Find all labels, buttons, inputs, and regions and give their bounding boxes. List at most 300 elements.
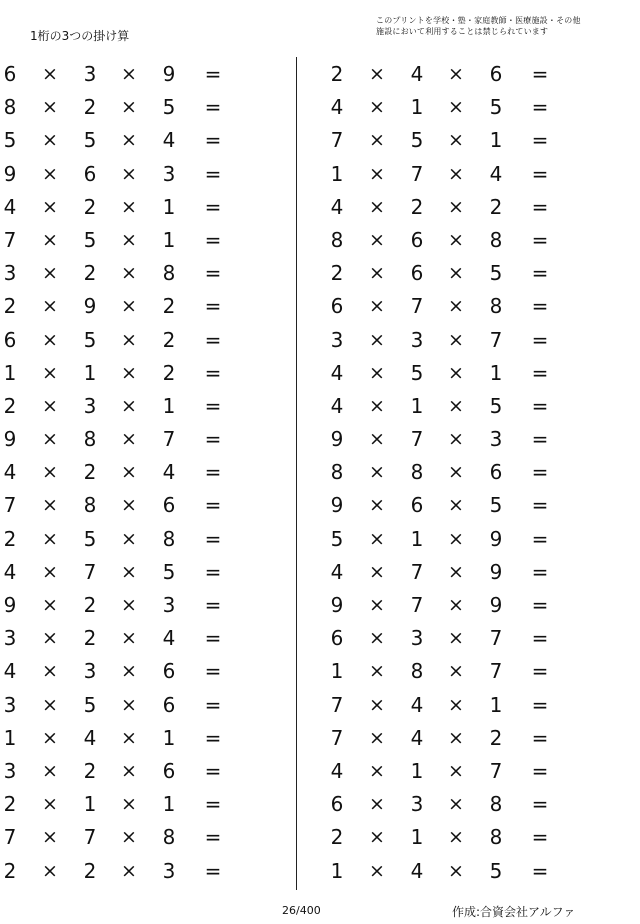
operand-3: 2 <box>162 327 176 352</box>
equals-sign: = <box>531 62 549 86</box>
operand-2: 8 <box>410 659 424 684</box>
problem-row <box>327 855 567 888</box>
operand-2: 6 <box>410 261 424 286</box>
operand-2: 2 <box>83 758 97 783</box>
times-sign: × <box>42 594 58 616</box>
times-sign: × <box>369 594 385 616</box>
operand-3: 2 <box>162 294 176 319</box>
operand-1: 2 <box>3 858 17 883</box>
times-sign: × <box>42 859 58 882</box>
operand-3: 7 <box>489 327 503 352</box>
operand-3: 6 <box>162 659 176 684</box>
equals-sign: = <box>204 725 222 750</box>
operand-2: 7 <box>83 825 97 850</box>
problem-row <box>327 523 567 556</box>
problem-row <box>0 91 240 124</box>
operand-1: 3 <box>3 758 17 783</box>
times-sign: × <box>42 63 58 85</box>
operand-2: 4 <box>83 725 97 750</box>
equals-sign: = <box>204 626 222 651</box>
operand-2: 1 <box>410 393 424 418</box>
equals-sign: = <box>531 692 549 717</box>
times-sign: × <box>42 660 58 683</box>
operand-1: 9 <box>330 427 344 452</box>
usage-notice <box>376 15 581 37</box>
operand-3: 7 <box>162 427 176 452</box>
times-sign: × <box>121 129 137 152</box>
times-sign: × <box>42 726 58 749</box>
problem-row <box>327 124 567 157</box>
column-divider <box>296 57 297 890</box>
times-sign: × <box>369 328 385 351</box>
equals-sign: = <box>531 526 549 551</box>
equals-sign: = <box>531 593 549 617</box>
equals-sign: = <box>531 393 549 418</box>
operand-3: 4 <box>162 626 176 651</box>
times-sign: × <box>121 63 137 85</box>
left-problem-column <box>0 58 240 888</box>
problem-row <box>327 722 567 755</box>
operand-1: 6 <box>3 62 17 86</box>
problem-row <box>327 191 567 224</box>
problem-row <box>0 290 240 323</box>
times-sign: × <box>369 394 385 417</box>
times-sign: × <box>448 96 464 119</box>
equals-sign: = <box>531 858 549 883</box>
equals-sign: = <box>204 526 222 551</box>
operand-2: 3 <box>410 626 424 651</box>
operand-1: 1 <box>330 161 344 186</box>
problem-row <box>327 58 567 91</box>
times-sign: × <box>121 494 137 517</box>
operand-1: 2 <box>330 261 344 286</box>
operand-1: 2 <box>3 393 17 418</box>
equals-sign: = <box>531 261 549 286</box>
equals-sign: = <box>531 95 549 120</box>
operand-2: 1 <box>410 758 424 783</box>
problem-row <box>0 556 240 589</box>
equals-sign: = <box>531 559 549 584</box>
problem-row <box>0 324 240 357</box>
operand-3: 5 <box>489 95 503 120</box>
times-sign: × <box>448 129 464 152</box>
equals-sign: = <box>204 559 222 584</box>
operand-1: 1 <box>3 360 17 385</box>
problem-row <box>0 821 240 854</box>
times-sign: × <box>42 361 58 384</box>
operand-3: 5 <box>489 858 503 883</box>
author-credit: 作成:合資会社アルファ <box>452 905 576 919</box>
operand-3: 7 <box>489 758 503 783</box>
equals-sign: = <box>531 626 549 651</box>
times-sign: × <box>42 793 58 816</box>
operand-3: 8 <box>162 261 176 286</box>
operand-3: 9 <box>489 526 503 551</box>
operand-2: 6 <box>83 161 97 186</box>
operand-3: 8 <box>162 526 176 551</box>
operand-2: 6 <box>410 227 424 252</box>
equals-sign: = <box>531 128 549 153</box>
operand-1: 1 <box>330 858 344 883</box>
equals-sign: = <box>204 294 222 319</box>
problem-row <box>327 622 567 655</box>
times-sign: × <box>42 527 58 550</box>
equals-sign: = <box>204 758 222 783</box>
equals-sign: = <box>204 227 222 252</box>
equals-sign: = <box>204 692 222 717</box>
times-sign: × <box>121 527 137 550</box>
problem-row <box>327 390 567 423</box>
operand-3: 3 <box>489 427 503 452</box>
operand-3: 5 <box>489 261 503 286</box>
times-sign: × <box>121 195 137 218</box>
times-sign: × <box>121 560 137 583</box>
equals-sign: = <box>204 427 222 452</box>
problem-row <box>0 855 240 888</box>
equals-sign: = <box>531 493 549 518</box>
operand-3: 5 <box>489 493 503 518</box>
times-sign: × <box>121 594 137 616</box>
operand-3: 4 <box>162 128 176 153</box>
operand-1: 9 <box>3 161 17 186</box>
problem-row <box>327 755 567 788</box>
operand-2: 1 <box>83 792 97 817</box>
problem-row <box>0 423 240 456</box>
problem-row <box>0 456 240 489</box>
operand-2: 2 <box>83 194 97 219</box>
operand-1: 5 <box>330 526 344 551</box>
operand-3: 1 <box>162 792 176 817</box>
times-sign: × <box>369 494 385 517</box>
operand-2: 4 <box>410 692 424 717</box>
problem-row <box>0 755 240 788</box>
times-sign: × <box>121 759 137 782</box>
operand-1: 1 <box>330 659 344 684</box>
equals-sign: = <box>204 62 222 86</box>
times-sign: × <box>121 361 137 384</box>
times-sign: × <box>448 527 464 550</box>
usage-notice-line-2: 施設において利用することは禁じられています <box>376 27 549 36</box>
times-sign: × <box>42 96 58 119</box>
problem-row <box>0 390 240 423</box>
operand-3: 8 <box>489 825 503 850</box>
operand-2: 1 <box>83 360 97 385</box>
times-sign: × <box>448 693 464 716</box>
problem-row <box>0 489 240 522</box>
operand-1: 4 <box>330 95 344 120</box>
operand-3: 6 <box>162 493 176 518</box>
operand-2: 8 <box>83 427 97 452</box>
times-sign: × <box>369 527 385 550</box>
times-sign: × <box>42 228 58 251</box>
problem-row <box>0 655 240 688</box>
operand-2: 7 <box>410 161 424 186</box>
operand-1: 6 <box>330 294 344 319</box>
operand-1: 9 <box>3 427 17 452</box>
times-sign: × <box>42 129 58 152</box>
operand-1: 2 <box>3 792 17 817</box>
times-sign: × <box>121 693 137 716</box>
operand-1: 7 <box>3 493 17 518</box>
operand-1: 3 <box>3 626 17 651</box>
times-sign: × <box>369 228 385 251</box>
times-sign: × <box>121 793 137 816</box>
times-sign: × <box>369 627 385 650</box>
operand-3: 6 <box>489 460 503 485</box>
operand-2: 2 <box>83 95 97 120</box>
operand-2: 5 <box>83 327 97 352</box>
equals-sign: = <box>531 758 549 783</box>
operand-2: 3 <box>83 393 97 418</box>
operand-2: 3 <box>410 327 424 352</box>
operand-3: 8 <box>489 294 503 319</box>
operand-2: 7 <box>410 294 424 319</box>
operand-2: 3 <box>83 62 97 86</box>
equals-sign: = <box>204 659 222 684</box>
equals-sign: = <box>204 360 222 385</box>
problem-row <box>327 589 567 622</box>
times-sign: × <box>369 262 385 285</box>
problem-row <box>0 257 240 290</box>
operand-1: 4 <box>330 194 344 219</box>
times-sign: × <box>448 660 464 683</box>
problem-row <box>0 689 240 722</box>
operand-2: 1 <box>410 825 424 850</box>
times-sign: × <box>448 594 464 616</box>
times-sign: × <box>448 627 464 650</box>
times-sign: × <box>121 328 137 351</box>
operand-2: 5 <box>83 692 97 717</box>
times-sign: × <box>448 63 464 85</box>
problem-row <box>327 324 567 357</box>
operand-2: 2 <box>83 626 97 651</box>
times-sign: × <box>448 560 464 583</box>
times-sign: × <box>448 759 464 782</box>
equals-sign: = <box>204 194 222 219</box>
times-sign: × <box>369 295 385 318</box>
times-sign: × <box>369 63 385 85</box>
problem-row <box>327 689 567 722</box>
operand-3: 4 <box>489 161 503 186</box>
operand-2: 3 <box>410 792 424 817</box>
page-number: 26/400 <box>282 904 321 917</box>
operand-1: 4 <box>3 460 17 485</box>
times-sign: × <box>448 162 464 185</box>
operand-1: 4 <box>3 559 17 584</box>
operand-2: 9 <box>83 294 97 319</box>
times-sign: × <box>121 428 137 451</box>
times-sign: × <box>121 859 137 882</box>
times-sign: × <box>369 693 385 716</box>
operand-3: 2 <box>489 194 503 219</box>
operand-2: 8 <box>410 460 424 485</box>
operand-3: 9 <box>162 62 176 86</box>
operand-3: 5 <box>162 95 176 120</box>
times-sign: × <box>369 726 385 749</box>
equals-sign: = <box>531 825 549 850</box>
problem-row <box>0 158 240 191</box>
times-sign: × <box>448 428 464 451</box>
equals-sign: = <box>531 792 549 817</box>
worksheet-title: 1桁の3つの掛け算 <box>30 29 130 43</box>
times-sign: × <box>121 394 137 417</box>
equals-sign: = <box>204 825 222 850</box>
operand-3: 1 <box>489 360 503 385</box>
times-sign: × <box>121 660 137 683</box>
problem-row <box>0 788 240 821</box>
operand-2: 5 <box>410 360 424 385</box>
times-sign: × <box>369 759 385 782</box>
times-sign: × <box>121 228 137 251</box>
problem-row <box>327 158 567 191</box>
equals-sign: = <box>531 427 549 452</box>
operand-1: 8 <box>330 460 344 485</box>
times-sign: × <box>42 826 58 849</box>
operand-1: 2 <box>330 825 344 850</box>
times-sign: × <box>448 195 464 218</box>
operand-1: 6 <box>330 792 344 817</box>
problem-row <box>327 257 567 290</box>
operand-2: 7 <box>83 559 97 584</box>
operand-3: 9 <box>489 593 503 617</box>
operand-1: 8 <box>3 95 17 120</box>
operand-3: 7 <box>489 626 503 651</box>
operand-1: 9 <box>3 593 17 617</box>
equals-sign: = <box>204 593 222 617</box>
times-sign: × <box>369 859 385 882</box>
equals-sign: = <box>531 725 549 750</box>
equals-sign: = <box>531 294 549 319</box>
operand-3: 7 <box>489 659 503 684</box>
times-sign: × <box>369 162 385 185</box>
operand-2: 4 <box>410 725 424 750</box>
problem-row <box>0 224 240 257</box>
operand-2: 6 <box>410 493 424 518</box>
equals-sign: = <box>204 493 222 518</box>
operand-1: 2 <box>330 62 344 86</box>
operand-2: 7 <box>410 427 424 452</box>
operand-2: 7 <box>410 593 424 617</box>
operand-1: 7 <box>330 692 344 717</box>
operand-1: 4 <box>330 393 344 418</box>
operand-3: 1 <box>162 227 176 252</box>
operand-3: 8 <box>162 825 176 850</box>
operand-3: 9 <box>489 559 503 584</box>
operand-1: 4 <box>3 659 17 684</box>
operand-1: 7 <box>3 825 17 850</box>
problem-row <box>327 821 567 854</box>
problem-row <box>327 357 567 390</box>
times-sign: × <box>121 461 137 484</box>
problem-row <box>327 655 567 688</box>
operand-1: 3 <box>330 327 344 352</box>
problem-row <box>0 722 240 755</box>
times-sign: × <box>369 793 385 816</box>
equals-sign: = <box>204 792 222 817</box>
problem-row <box>0 589 240 622</box>
operand-3: 3 <box>162 858 176 883</box>
operand-2: 2 <box>83 858 97 883</box>
times-sign: × <box>42 328 58 351</box>
times-sign: × <box>42 693 58 716</box>
times-sign: × <box>121 162 137 185</box>
times-sign: × <box>448 262 464 285</box>
operand-2: 1 <box>410 95 424 120</box>
operand-1: 1 <box>3 725 17 750</box>
problem-row <box>0 124 240 157</box>
operand-1: 6 <box>330 626 344 651</box>
equals-sign: = <box>531 659 549 684</box>
times-sign: × <box>121 295 137 318</box>
times-sign: × <box>448 494 464 517</box>
operand-2: 5 <box>83 526 97 551</box>
times-sign: × <box>42 262 58 285</box>
equals-sign: = <box>531 227 549 252</box>
times-sign: × <box>42 560 58 583</box>
times-sign: × <box>448 793 464 816</box>
times-sign: × <box>42 428 58 451</box>
times-sign: × <box>448 394 464 417</box>
equals-sign: = <box>531 161 549 186</box>
operand-1: 2 <box>3 526 17 551</box>
operand-1: 4 <box>3 194 17 219</box>
times-sign: × <box>369 560 385 583</box>
equals-sign: = <box>204 393 222 418</box>
operand-2: 8 <box>83 493 97 518</box>
operand-1: 4 <box>330 360 344 385</box>
problem-row <box>0 357 240 390</box>
operand-3: 3 <box>162 161 176 186</box>
equals-sign: = <box>204 460 222 485</box>
times-sign: × <box>448 328 464 351</box>
operand-2: 7 <box>410 559 424 584</box>
operand-2: 3 <box>83 659 97 684</box>
operand-3: 1 <box>162 725 176 750</box>
operand-3: 1 <box>162 393 176 418</box>
times-sign: × <box>448 859 464 882</box>
operand-3: 2 <box>489 725 503 750</box>
operand-3: 5 <box>162 559 176 584</box>
times-sign: × <box>42 195 58 218</box>
operand-2: 5 <box>410 128 424 153</box>
operand-2: 5 <box>83 128 97 153</box>
times-sign: × <box>369 361 385 384</box>
times-sign: × <box>42 295 58 318</box>
problem-row <box>0 58 240 91</box>
problem-row <box>327 489 567 522</box>
times-sign: × <box>121 826 137 849</box>
times-sign: × <box>448 228 464 251</box>
operand-3: 3 <box>162 593 176 617</box>
equals-sign: = <box>531 460 549 485</box>
times-sign: × <box>42 394 58 417</box>
operand-2: 1 <box>410 526 424 551</box>
operand-2: 2 <box>83 460 97 485</box>
times-sign: × <box>369 660 385 683</box>
operand-1: 5 <box>3 128 17 153</box>
times-sign: × <box>369 428 385 451</box>
times-sign: × <box>448 461 464 484</box>
operand-1: 9 <box>330 593 344 617</box>
equals-sign: = <box>204 261 222 286</box>
equals-sign: = <box>204 95 222 120</box>
times-sign: × <box>369 461 385 484</box>
times-sign: × <box>121 726 137 749</box>
operand-1: 6 <box>3 327 17 352</box>
times-sign: × <box>369 129 385 152</box>
equals-sign: = <box>531 194 549 219</box>
problem-row <box>327 290 567 323</box>
